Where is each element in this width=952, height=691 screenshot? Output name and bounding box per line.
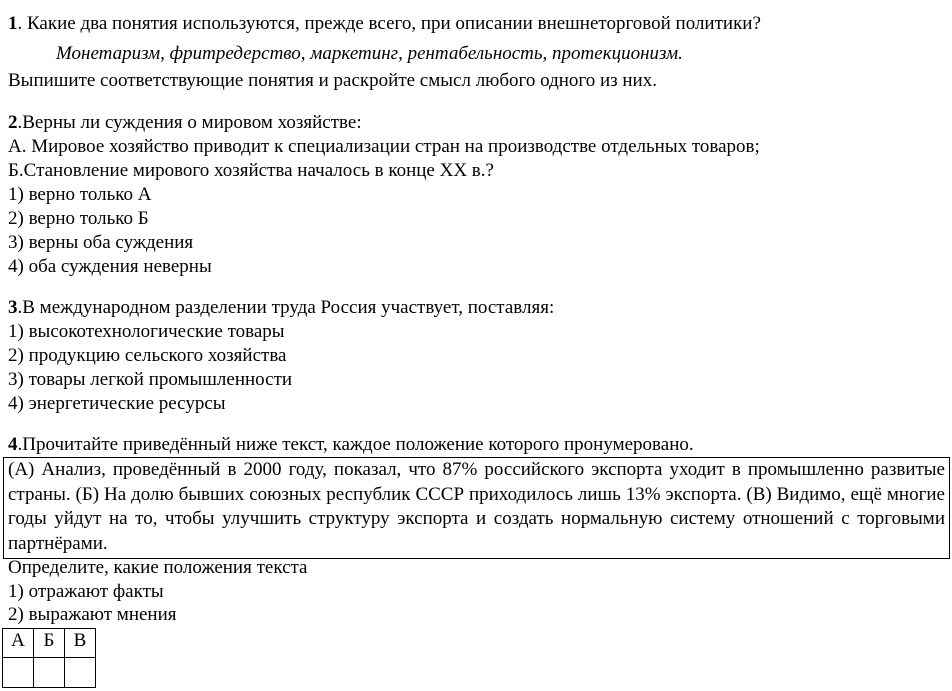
answer-table-header-row <box>3 629 96 658</box>
q3-option-4: 4) энергетические ресурсы <box>8 393 226 414</box>
q4-question-line <box>8 433 694 457</box>
q3-number: 3 <box>8 297 18 318</box>
q2-option-3: 3) верны оба суждения <box>8 232 194 253</box>
q1-number: 1 <box>8 13 18 34</box>
q2-question: .Верны ли суждения о мировом хозяйстве: <box>17 112 362 133</box>
answer-cell-b[interactable] <box>34 658 65 688</box>
answer-header-a: А <box>3 629 34 658</box>
q2-option-2: 2) верно только Б <box>8 208 149 229</box>
q1-question: . Какие два понятия используются, прежде всего, при описании внешнеторговой политики? <box>17 13 761 34</box>
q4-number: 4 <box>8 434 18 455</box>
q3-option-3: 3) товары легкой промышленности <box>8 369 293 390</box>
q3-question-line <box>8 296 554 320</box>
q3-option-2: 2) продукцию сельского хозяйства <box>8 345 287 366</box>
q2-option-1: 1) верно только А <box>8 184 152 205</box>
q4-instruction: Определите, какие положения текста <box>8 557 308 578</box>
q3-question: .В международном разделении труда Россия участвует, поставляя: <box>17 297 555 318</box>
answer-table-input-row <box>3 658 96 688</box>
answer-cell-a[interactable] <box>3 658 34 688</box>
answer-table <box>2 628 96 688</box>
q2-statement-b: Б.Становление мирового хозяйства началось в конце XX в.? <box>8 160 494 181</box>
answer-header-v: В <box>65 629 96 658</box>
q4-question: .Прочитайте приведённый ниже текст, каждое положение которого пронумеровано. <box>17 434 694 455</box>
q2-statement-a: А. Мировое хозяйство приводит к специализации стран на производстве отдельных товаров; <box>8 136 760 157</box>
answer-header-b: Б <box>34 629 65 658</box>
q2-number: 2 <box>8 112 18 133</box>
q1-terms: Монетаризм, фритредерство, маркетинг, рентабельность, протекционизм. <box>56 43 683 64</box>
q2-question-line <box>8 111 362 135</box>
q1-question-line <box>8 12 761 36</box>
q4-option-2: 2) выражают мнения <box>8 604 177 625</box>
q4-option-1: 1) отражают факты <box>8 581 164 602</box>
q2-option-4: 4) оба суждения неверны <box>8 256 212 277</box>
answer-cell-v[interactable] <box>65 658 96 688</box>
q3-option-1: 1) высокотехнологические товары <box>8 321 285 342</box>
q1-instruction: Выпишите соответствующие понятия и раскройте смысл любого одного из них. <box>8 70 657 91</box>
q4-passage-box: (А) Анализ, проведённый в 2000 году, показал, что 87% российского экспорта уходит в промышленно развитые страны. (Б) На долю бывших союзных республик СССР приходилось лишь 13% экспорта. (В) Видимо, ещё многие годы уйдут на то, чтобы улучшить структуру экспорта и создать нормальную систему отношений с торговыми партнёрами. <box>3 457 950 559</box>
